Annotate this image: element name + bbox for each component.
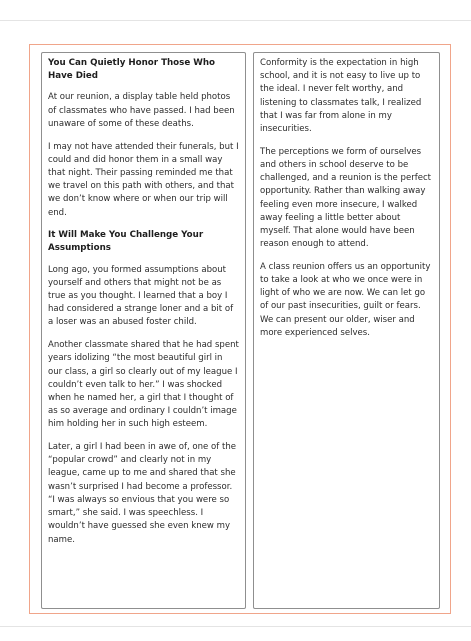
- bottom-strip: [0, 626, 471, 641]
- heading-honor: You Can Quietly Honor Those Who Have Died: [48, 58, 215, 82]
- top-strip: [0, 0, 471, 21]
- paragraph: At our reunion, a display table held photos of classmates who have passed. I had been unaware of some of these deaths.: [48, 92, 235, 129]
- paragraph: Later, a girl I had been in awe of, one of the “popular crowd” and clearly not in my league, came up to me and shared that she wasn’t surprised I had become a professor. “I was always so envious that you were so smart,” she said. I was speechless. I wouldn’t have guessed she even knew my name.: [48, 442, 237, 545]
- paragraph: I may not have attended their funerals, but I could and did honor them in a small way that night. Their passing reminded me that we travel on this path with others, and that we don’t know where or when our trip will end.: [48, 141, 239, 218]
- paragraph: A class reunion offers us an opportunity to take a look at who we once were in light of who we are now. We can let go of our past insecurities, guilt or fears. We can present our older, wiser and more experienced selves.: [260, 261, 431, 338]
- paragraph: Conformity is the expectation in high school, and it is not easy to live up to the ideal. I never felt worthy, and listening to classmates talk, I realized that I was far from alone in my insecurities.: [260, 58, 422, 135]
- paragraph: Long ago, you formed assumptions about yourself and others that might not be as true as you thought. I learned that a boy I had considered a strange loner and a bit of a loser was an abused foster child.: [48, 264, 234, 328]
- left-column: [41, 52, 246, 609]
- right-column: [253, 52, 440, 609]
- heading-assumptions: It Will Make You Challenge Your Assumptions: [48, 230, 204, 254]
- paragraph: Another classmate shared that he had spent years idolizing “the most beautiful girl in our class, a girl so clearly out of my league I couldn’t even talk to her.” I was shocked when he named her, a girl that I thought of as so average and ordinary I couldn’t image him holding her in such high esteem.: [48, 340, 239, 430]
- paragraph: The perceptions we form of ourselves and others in school deserve to be challenged, and a reunion is the perfect opportunity. Rather than walking away feeling even more insecure, I walked away feeling a little better about myself. That alone would have been reason enough to attend.: [260, 146, 432, 250]
